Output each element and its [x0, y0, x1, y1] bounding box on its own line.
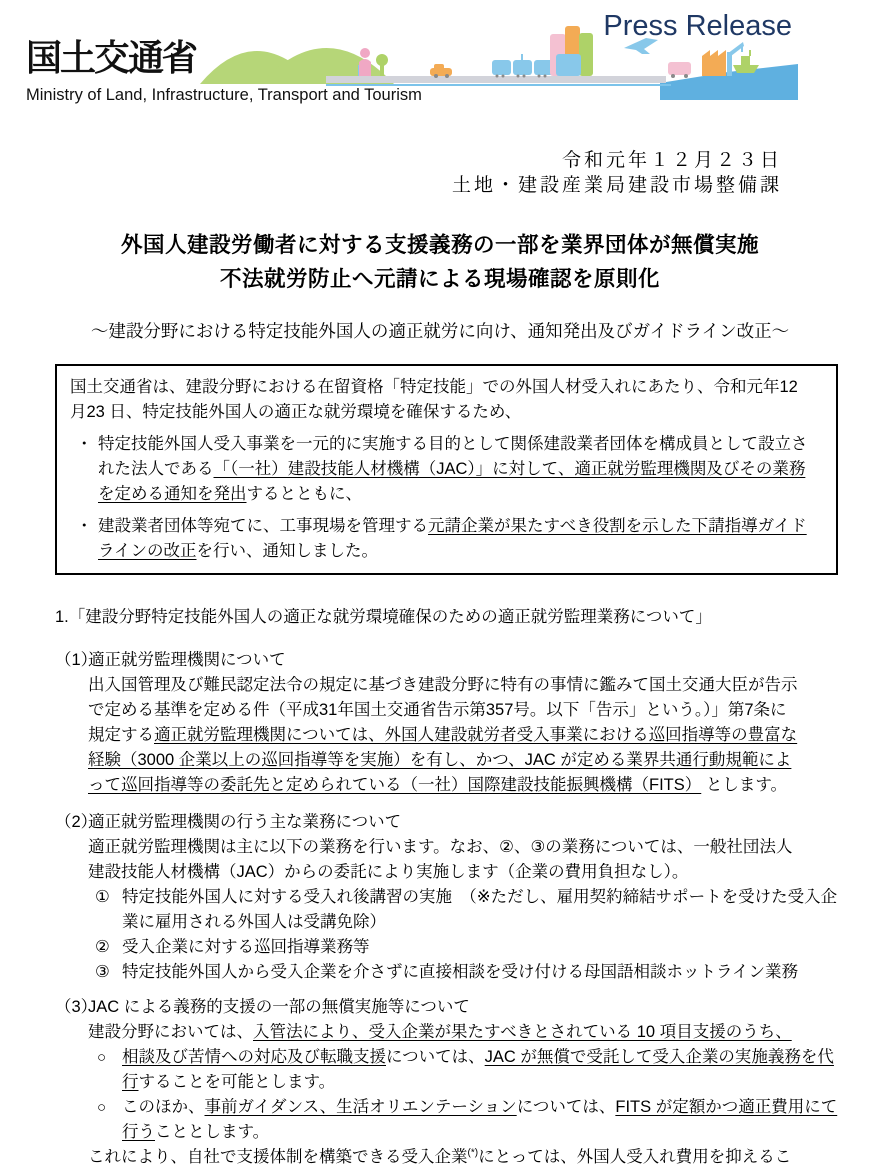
- summary-bullet-1: [70, 432, 814, 507]
- road-shape: [326, 76, 671, 86]
- summary-bullet-2-text: 建設業者団体等宛てに、工事現場を管理する元請企業が果たすべき役割を示した下請指導ガイドラインの改正を行い、通知しました。: [98, 517, 807, 560]
- subsection-1-title: 適正就労監理機関について: [88, 651, 286, 669]
- numbered-item-2: [55, 935, 838, 960]
- subsection-2-intro: 適正就労監理機関は主に以下の業務を行います。なお、②、③の業務については、一般社団法人建設技能人材機構（JAC）からの委託により実施します（企業の費用負担なし）。: [88, 838, 793, 881]
- subsection-3-lead: 建設分野においては、入管法により、受入企業が果たすべきとされている 10 項目支援のうち、: [88, 1023, 792, 1041]
- numbered-item-3-marker: ③: [95, 963, 110, 981]
- subsection-2-marker: （2）: [55, 813, 98, 831]
- circle-item-1-text: 相談及び苦情への対応及び転職支援については、JAC が無償で受託して受入企業の実施義務を代行することを可能とします。: [122, 1048, 834, 1091]
- meta-block: [0, 148, 880, 198]
- train-icon: [492, 54, 553, 78]
- truck-icon: [668, 62, 691, 78]
- factory-icon: [702, 50, 726, 76]
- subsection-3-title: JAC による義務的支援の一部の無償実施等について: [88, 998, 470, 1016]
- buildings-icon: [550, 26, 593, 76]
- circle-item-2: [55, 1095, 838, 1145]
- subsection-3-marker: （3）: [55, 998, 98, 1016]
- numbered-item-3: [55, 960, 838, 985]
- mlit-logo-text: 国土交通省: [26, 37, 197, 78]
- circle-item-2-marker: ○: [97, 1099, 107, 1116]
- document-body: [0, 364, 880, 1168]
- subsection-1-heading: [55, 648, 838, 673]
- circle-item-1-marker: ○: [97, 1049, 107, 1066]
- summary-box: [55, 364, 838, 575]
- person-icon: [358, 48, 371, 76]
- car-icon: [430, 64, 452, 78]
- subsection-3: [55, 995, 838, 1168]
- summary-bullet-2: [70, 514, 814, 564]
- ship-icon: [733, 50, 759, 73]
- numbered-item-2-marker: ②: [95, 938, 110, 956]
- numbered-item-1-text: 特定技能外国人に対する受入れ後講習の実施 （※ただし、雇用契約締結サポートを受けた受入企業に雇用される外国人は受講免除）: [122, 888, 838, 931]
- subsection-2: [55, 810, 838, 985]
- section-1-heading: 1.「建設分野特定技能外国人の適正な就労環境確保のための適正就労監理業務について」: [55, 608, 712, 626]
- subsection-1-body: 出入国管理及び難民認定法令の規定に基づき建設分野に特有の事情に鑑みて国土交通大臣が告示で定める基準を定める件（平成31年国土交通省告示第357号。以下「告示」という。）」第7条に規定する適正就労監理機関については、外国人建設就労者受入事業における巡回指導等の豊富な経験（3000 企業以上の巡回指導等を実施）を有し、かつ、JAC が定める業界共通行動規範によって巡回指導等の委託先と定められている（一社）国際建設技能振興機構（FITS） とします。: [88, 676, 798, 794]
- press-release-label: Press Release: [603, 10, 792, 42]
- summary-intro: 国土交通省は、建設分野における在留資格「特定技能」での外国人材受入れにあたり、令和元年12 月23 日、特定技能外国人の適正な就労環境を確保するため、: [70, 378, 798, 421]
- bullet-marker: ・: [76, 517, 93, 535]
- subsection-3-closing: これにより、自社で支援体制を構築できる受入企業(*)にとっては、外国人受入れ費用を抑えるこ: [88, 1147, 792, 1166]
- document-title-line1: 外国人建設労働者に対する支援義務の一部を業界団体が無償実施: [120, 233, 759, 257]
- document-title: [0, 228, 880, 296]
- subsection-2-title: 適正就労監理機関の行う主な業務について: [88, 813, 402, 831]
- bullet-marker: ・: [76, 435, 93, 453]
- circle-item-2-text: このほか、事前ガイダンス、生活オリエンテーションについては、FITS が定額かつ適正費用にて行うこととします。: [122, 1098, 838, 1141]
- document-title-line2: 不法就労防止へ元請による現場確認を原則化: [219, 267, 660, 291]
- numbered-item-1-marker: ①: [95, 888, 110, 906]
- circle-item-1: [55, 1045, 838, 1095]
- issuing-department: 土地・建設産業局建設市場整備課: [451, 175, 782, 196]
- subsection-2-heading: [55, 810, 838, 835]
- subsection-3-heading: [55, 995, 838, 1020]
- release-date: 令和元年１２月２３日: [561, 150, 782, 171]
- header: [0, 0, 880, 118]
- numbered-item-3-text: 特定技能外国人から受入企業を介さずに直接相談を受け付ける母国語相談ホットライン業務: [122, 963, 799, 981]
- subsection-1: [55, 648, 838, 798]
- summary-bullet-1-text: 特定技能外国人受入事業を一元的に実施する目的として関係建設業者団体を構成員として設立された法人である「（一社）建設技能人材機構（JAC）」に対して、適正就労監理機関及びその業務を定める通知を発出するとともに、: [98, 435, 808, 503]
- numbered-item-1: [55, 885, 838, 935]
- subsection-1-marker: （1）: [55, 651, 98, 669]
- ministry-english-name: Ministry of Land, Infrastructure, Transport and Tourism: [26, 86, 422, 104]
- numbered-item-2-text: 受入企業に対する巡回指導業務等: [122, 938, 370, 956]
- document-subtitle: ～建設分野における特定技能外国人の適正就労に向け、通知発出及びガイドライン改正～: [90, 321, 790, 341]
